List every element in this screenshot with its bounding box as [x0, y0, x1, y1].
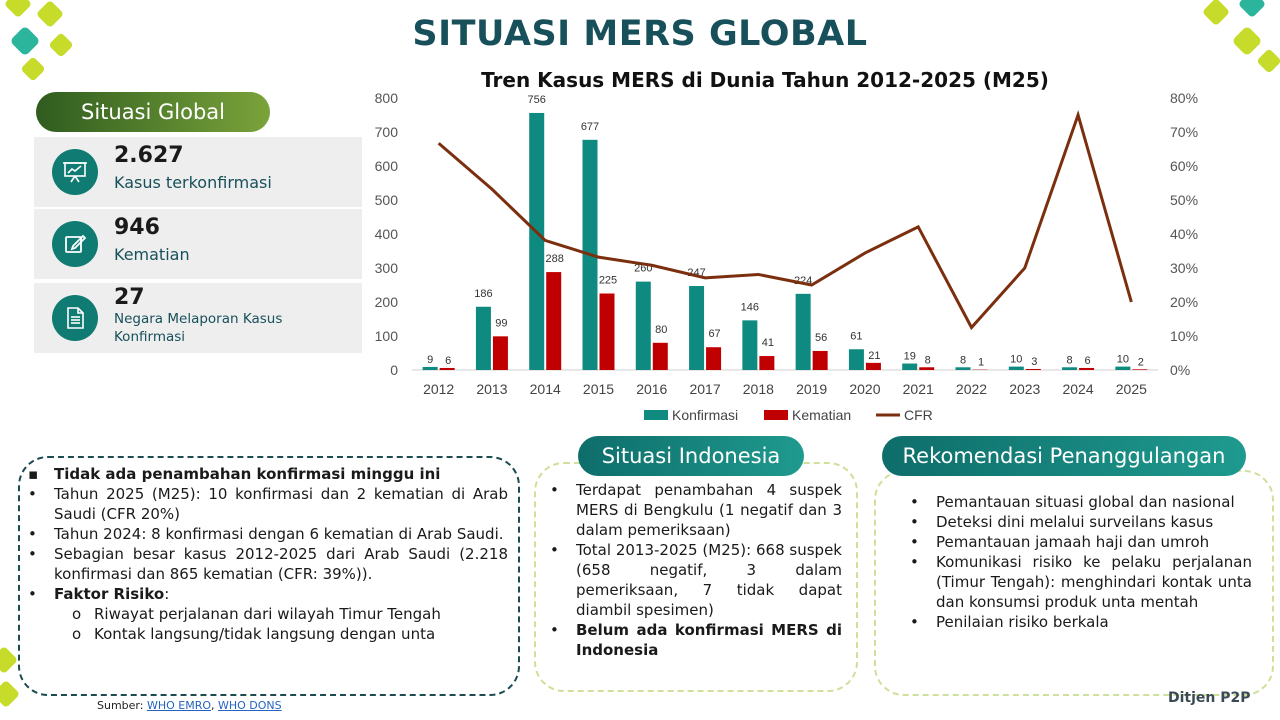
data-label-konfirmasi: 9: [427, 353, 434, 366]
recommendation-item-text: Pemantauan situasi global dan nasional: [936, 493, 1235, 511]
y-tick-label: 800: [374, 90, 398, 106]
data-label-kematian: 41: [761, 337, 774, 350]
recommendation-item: • Deteksi dini melalui surveilans kasus: [910, 513, 1214, 531]
source-line: Sumber: WHO EMRO, WHO DONS: [97, 699, 282, 712]
x-tick-label: 2025: [1115, 381, 1147, 397]
bar-kematian: [813, 351, 828, 370]
stat-card-deaths: [34, 209, 362, 279]
y-tick-label: 0: [390, 362, 398, 378]
data-label-konfirmasi: 19: [903, 350, 916, 363]
recommendation-item: • Pemantauan jamaah haji dan umroh: [910, 533, 1210, 551]
bar-kematian: [653, 343, 668, 370]
x-tick-label: 2018: [742, 381, 774, 397]
legend-swatch-konfirmasi: [644, 410, 668, 420]
recommendation-item-text: Pemantauan jamaah haji dan umroh: [936, 533, 1210, 551]
x-tick-label: 2014: [529, 381, 561, 397]
ditjen-p2p-logo: Ditjen P2P: [1168, 690, 1251, 706]
deaths-count: 946: [114, 215, 160, 240]
data-label-konfirmasi: 260: [634, 262, 653, 275]
recommendation-item-text: Deteksi dini melalui surveilans kasus: [936, 513, 1214, 531]
bar-kematian: [1132, 369, 1147, 370]
data-label-kematian: 80: [655, 323, 668, 336]
indonesia-list: [546, 480, 842, 660]
recommendation-item: • Pemantauan situasi global dan nasional: [910, 493, 1235, 511]
bar-kematian: [866, 363, 881, 370]
recommendation-list: [906, 492, 1252, 632]
bar-kematian: [1079, 368, 1094, 370]
indonesia-item-text: Terdapat penambahan 4 suspek MERS di Bengkulu (1 negatif dan 3 dalam pemeriksaan): [576, 481, 842, 539]
deaths-label: Kematian: [114, 245, 190, 264]
recommendation-item-text: Komunikasi risiko ke pelaku perjalanan (Timur Tengah): menghindari kontak unta dan konsumsi produk unta mentah: [936, 553, 1252, 611]
bullet: •: [28, 525, 37, 543]
data-label-konfirmasi: 186: [474, 287, 493, 300]
bullet: ▪: [28, 465, 39, 483]
x-tick-label: 2016: [636, 381, 668, 397]
global-note-item: [24, 604, 508, 624]
data-label-kematian: 6: [1084, 354, 1091, 367]
bar-konfirmasi: [742, 320, 757, 370]
data-label-konfirmasi: 8: [1066, 354, 1073, 367]
global-note-text: Sebagian besar kasus 2012-2025 dari Arab Saudi (2.218 konfirmasi dan 865 kematian (CFR: 39%)).: [54, 545, 508, 583]
global-note-item: [24, 484, 508, 524]
stat-card-countries: [34, 283, 362, 353]
bar-kematian: [1026, 369, 1041, 370]
y2-tick-label: 0%: [1170, 362, 1191, 378]
chart-title: Tren Kasus MERS di Dunia Tahun 2012-2025 (M25): [481, 68, 1049, 92]
bar-konfirmasi: [636, 282, 651, 370]
bar-konfirmasi: [796, 294, 811, 370]
document-icon: [52, 295, 98, 341]
legend-label-cfr: CFR: [904, 407, 933, 423]
confirmed-count: 2.627: [114, 143, 184, 168]
countries-label: Negara Melaporan Kasus Konfirmasi: [114, 311, 283, 345]
y-tick-label: 700: [374, 124, 398, 140]
bar-kematian: [600, 294, 615, 371]
data-label-konfirmasi: 146: [740, 301, 760, 314]
bar-kematian: [919, 367, 934, 370]
x-tick-label: 2019: [796, 381, 828, 397]
data-label-konfirmasi: 10: [1010, 353, 1023, 366]
y-tick-label: 600: [374, 158, 398, 174]
legend-swatch-kematian: [764, 410, 788, 420]
data-label-konfirmasi: 10: [1116, 353, 1129, 366]
bar-konfirmasi: [1115, 367, 1130, 370]
data-label-konfirmasi: 247: [687, 267, 706, 280]
bar-konfirmasi: [689, 286, 704, 370]
indonesia-item-text: Belum ada konfirmasi MERS di Indonesia: [576, 621, 842, 659]
mers-trend-chart: [360, 80, 1220, 430]
data-label-kematian: 288: [545, 253, 564, 266]
bullet: •: [28, 485, 37, 503]
y-tick-label: 200: [374, 294, 398, 310]
bar-kematian: [546, 272, 561, 370]
indonesia-header: Situasi Indonesia: [578, 436, 804, 476]
page-title: SITUASI MERS GLOBAL: [412, 14, 868, 54]
who-dons-link[interactable]: WHO DONS: [218, 699, 282, 712]
y2-tick-label: 70%: [1170, 124, 1199, 140]
data-label-kematian: 99: [495, 317, 508, 330]
recommendation-header: Rekomendasi Penanggulangan: [882, 436, 1246, 476]
bar-kematian: [440, 368, 455, 370]
x-tick-label: 2022: [955, 381, 988, 397]
global-note-item: [24, 524, 508, 544]
bar-konfirmasi: [423, 367, 438, 370]
confirmed-label: Kasus terkonfirmasi: [114, 173, 272, 192]
bullet: •: [28, 545, 37, 563]
indonesia-item: • Terdapat penambahan 4 suspek MERS di Bengkulu (1 negatif dan 3 dalam pemeriksaan): [550, 481, 842, 539]
indonesia-item: • Belum ada konfirmasi MERS di Indonesia: [550, 621, 842, 659]
y2-tick-label: 20%: [1170, 294, 1199, 310]
bar-konfirmasi: [1009, 367, 1024, 370]
y2-tick-label: 40%: [1170, 226, 1199, 242]
global-note-text: Tidak ada penambahan konfirmasi minggu ini: [54, 465, 441, 483]
global-note-text: Tahun 2025 (M25): 10 konfirmasi dan 2 kematian di Arab Saudi (CFR 20%): [54, 485, 508, 523]
x-tick-label: 2017: [689, 381, 721, 397]
presentation-chart-icon: [52, 149, 98, 195]
bar-konfirmasi: [956, 367, 971, 370]
bar-kematian: [759, 356, 774, 370]
y-tick-label: 300: [374, 260, 398, 276]
y2-tick-label: 50%: [1170, 192, 1199, 208]
legend-label-konfirmasi: Konfirmasi: [672, 407, 739, 423]
global-note-item: [24, 464, 508, 484]
recommendation-item-text: Penilaian risiko berkala: [936, 613, 1109, 631]
global-note-text: Kontak langsung/tidak langsung dengan unta: [94, 625, 436, 643]
global-note-item: • Faktor Risiko:: [28, 585, 170, 603]
recommendation-item: • Komunikasi risiko ke pelaku perjalanan (Timur Tengah): menghindari kontak unta dan konsumsi produk unta mentah: [910, 553, 1252, 611]
recommendation-item: • Penilaian risiko berkala: [910, 613, 1109, 631]
who-emro-link[interactable]: WHO EMRO: [146, 699, 211, 712]
edit-pencil-icon: [52, 221, 98, 267]
global-notes-list: [24, 464, 508, 644]
indonesia-item-text: Total 2013-2025 (M25): 668 suspek (658 negatif, 3 dalam pemeriksaan, 7 tidak dapat diambil spesimen): [576, 541, 842, 619]
data-label-kematian: 67: [708, 328, 721, 341]
x-tick-label: 2024: [1062, 381, 1094, 397]
countries-count: 27: [114, 285, 145, 310]
y-tick-label: 100: [374, 328, 398, 344]
global-note-item: [24, 624, 508, 644]
data-label-konfirmasi: 8: [959, 354, 967, 367]
bullet: o: [72, 625, 82, 643]
y2-tick-label: 30%: [1170, 260, 1199, 276]
data-label-kematian: 6: [445, 354, 452, 367]
bar-konfirmasi: [529, 113, 544, 370]
global-note-text: Faktor Risiko: [54, 585, 165, 603]
y2-tick-label: 60%: [1170, 158, 1199, 174]
bar-kematian: [706, 347, 721, 370]
y2-tick-label: 80%: [1170, 90, 1199, 106]
y2-tick-label: 10%: [1170, 328, 1199, 344]
bar-konfirmasi: [849, 349, 864, 370]
x-tick-label: 2015: [582, 381, 615, 397]
bullet: •: [28, 585, 37, 603]
bar-kematian: [493, 336, 508, 370]
data-label-konfirmasi: 224: [793, 274, 813, 287]
data-label-kematian: 3: [1031, 355, 1038, 368]
data-label-kematian: 21: [868, 349, 881, 362]
bar-konfirmasi: [902, 364, 917, 370]
global-note-text: Tahun 2024: 8 konfirmasi dengan 6 kematian di Arab Saudi.: [54, 525, 504, 543]
x-tick-label: 2013: [476, 381, 508, 397]
bar-konfirmasi: [476, 307, 491, 370]
global-situation-header: Situasi Global: [36, 92, 270, 132]
bar-konfirmasi: [1062, 367, 1077, 370]
legend-label-kematian: Kematian: [792, 407, 852, 423]
x-tick-label: 2012: [423, 381, 455, 397]
y-tick-label: 500: [374, 192, 398, 208]
data-label-konfirmasi: 61: [850, 330, 863, 343]
global-note-text: Riwayat perjalanan dari wilayah Timur Tengah: [94, 605, 441, 623]
data-label-kematian: 56: [815, 331, 828, 344]
x-tick-label: 2023: [1009, 381, 1041, 397]
bullet: o: [72, 605, 82, 623]
data-label-kematian: 225: [598, 274, 618, 287]
data-label-kematian: 8: [924, 354, 931, 367]
global-note-item: [24, 544, 508, 584]
data-label-konfirmasi: 756: [527, 93, 546, 106]
x-tick-label: 2021: [902, 381, 934, 397]
y-tick-label: 400: [374, 226, 398, 242]
data-label-konfirmasi: 677: [580, 120, 600, 133]
x-tick-label: 2020: [849, 381, 881, 397]
indonesia-item: • Total 2013-2025 (M25): 668 suspek (658 negatif, 3 dalam pemeriksaan, 7 tidak dapat diambil spesimen): [550, 541, 842, 619]
stat-card-confirmed: [34, 137, 362, 207]
data-label-kematian: 2: [1137, 356, 1144, 369]
data-label-kematian: 1: [977, 356, 985, 369]
